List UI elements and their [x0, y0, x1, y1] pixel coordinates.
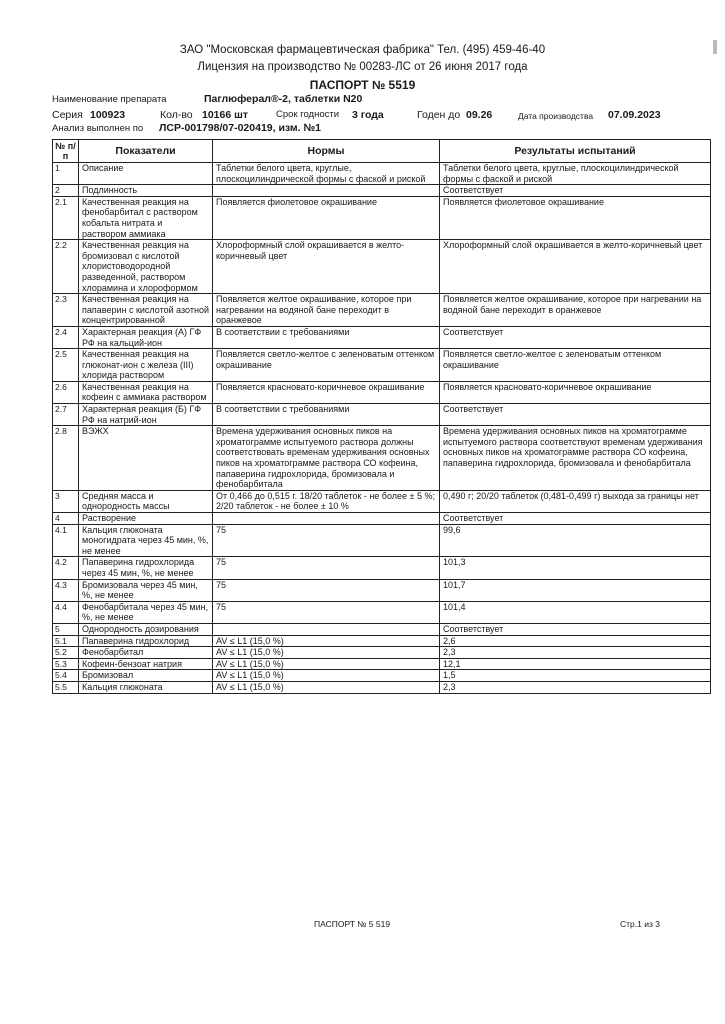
row-result: 2,3: [440, 647, 711, 659]
row-norm: AV ≤ L1 (15,0 %): [213, 658, 440, 670]
production-date-label: Дата производства: [518, 111, 594, 121]
row-norm: 75: [213, 524, 440, 557]
table-row: [53, 404, 711, 426]
expiry-value: 09.26: [466, 109, 493, 121]
table-row: [53, 163, 711, 185]
row-indicator: Качественная реакция на бромизовал с кислотой хлористоводородной разведенной, раствором хлорамина и хлороформом: [79, 240, 213, 294]
row-indicator: Характерная реакция (Б) ГФ РФ на натрий-ион: [79, 404, 213, 426]
row-num: 5.3: [53, 658, 79, 670]
table-row: [53, 681, 711, 693]
row-num: 2.7: [53, 404, 79, 426]
row-indicator: Средняя масса и однородность массы: [79, 490, 213, 512]
row-indicator: Кофеин-бензоат натрия: [79, 658, 213, 670]
row-num: 4: [53, 513, 79, 525]
row-indicator: Фенобарбитал: [79, 647, 213, 659]
row-indicator: Характерная реакция (А) ГФ РФ на кальций-ион: [79, 326, 213, 348]
test-results-table: [52, 139, 711, 694]
production-date-value: 07.09.2023: [608, 109, 661, 121]
table-row: [53, 557, 711, 579]
row-indicator: Папаверина гидрохлорида через 45 мин, %, не менее: [79, 557, 213, 579]
row-result: Соответствует: [440, 404, 711, 426]
table-row: [53, 670, 711, 682]
row-result: 2,6: [440, 635, 711, 647]
footer-page-number: Стр.1 из 3: [620, 919, 660, 929]
row-result: 12,1: [440, 658, 711, 670]
row-norm: AV ≤ L1 (15,0 %): [213, 670, 440, 682]
row-result: 101,3: [440, 557, 711, 579]
row-num: 2.2: [53, 240, 79, 294]
row-norm: Хлороформный слой окрашивается в желто-коричневый цвет: [213, 240, 440, 294]
row-num: 2.3: [53, 294, 79, 327]
table-row: [53, 658, 711, 670]
col-header-num: № п/п: [53, 140, 79, 163]
row-num: 5.2: [53, 647, 79, 659]
row-result: Появляется фиолетовое окрашивание: [440, 196, 711, 239]
table-header-row: [53, 140, 711, 163]
row-result: Хлороформный слой окрашивается в желто-коричневый цвет: [440, 240, 711, 294]
row-result: Соответствует: [440, 623, 711, 635]
quantity-value: 10166 шт: [202, 109, 249, 121]
row-norm: [213, 513, 440, 525]
table-row: [53, 513, 711, 525]
license-line: Лицензия на производство № 00283-ЛС от 26 июня 2017 года: [197, 61, 528, 73]
row-indicator: Описание: [79, 163, 213, 185]
row-num: 2.5: [53, 349, 79, 382]
row-result: 101,7: [440, 579, 711, 601]
row-indicator: Бромизовал: [79, 670, 213, 682]
table-row: [53, 647, 711, 659]
col-header-norm: Нормы: [213, 140, 440, 163]
row-norm: 75: [213, 579, 440, 601]
row-num: 5: [53, 623, 79, 635]
row-norm: Таблетки белого цвета, круглые, плоскоцилиндрической формы с фаской и риской: [213, 163, 440, 185]
row-indicator: Качественная реакция на кофеин с аммиака раствором: [79, 381, 213, 403]
row-norm: AV ≤ L1 (15,0 %): [213, 681, 440, 693]
expiry-label: Годен до: [417, 109, 461, 121]
row-result: Соответствует: [440, 326, 711, 348]
row-norm: 75: [213, 601, 440, 623]
row-num: 2.6: [53, 381, 79, 403]
row-num: 4.2: [53, 557, 79, 579]
row-num: 4.3: [53, 579, 79, 601]
row-result: Появляется красновато-коричневое окрашивание: [440, 381, 711, 403]
row-norm: В соответствии с требованиями: [213, 326, 440, 348]
row-norm: Появляется светло-желтое с зеленоватым оттенком окрашивание: [213, 349, 440, 382]
table-row: [53, 490, 711, 512]
table-row: [53, 294, 711, 327]
row-num: 2.1: [53, 196, 79, 239]
row-result: 2,3: [440, 681, 711, 693]
drug-name-label: Наименование препарата: [52, 94, 167, 105]
footer-passport: ПАСПОРТ № 5 519: [314, 919, 391, 929]
quantity-label: Кол-во: [160, 109, 193, 121]
row-norm: [213, 185, 440, 197]
row-num: 1: [53, 163, 79, 185]
row-num: 5.1: [53, 635, 79, 647]
row-indicator: Кальция глюконата: [79, 681, 213, 693]
table-row: [53, 196, 711, 239]
table-row: [53, 601, 711, 623]
row-num: 4.1: [53, 524, 79, 557]
row-num: 2: [53, 185, 79, 197]
row-result: 0,490 г; 20/20 таблеток (0,481-0,499 г) выхода за границы нет: [440, 490, 711, 512]
row-indicator: Папаверина гидрохлорид: [79, 635, 213, 647]
row-num: 4.4: [53, 601, 79, 623]
row-num: 2.8: [53, 426, 79, 491]
row-norm: От 0,466 до 0,515 г. 18/20 таблеток - не более ± 5 %; 2/20 таблеток - не более ± 10 %: [213, 490, 440, 512]
company-line: ЗАО "Московская фармацевтическая фабрика" Тел. (495) 459-46-40: [179, 44, 546, 56]
row-indicator: ВЭЖХ: [79, 426, 213, 491]
row-norm: В соответствии с требованиями: [213, 404, 440, 426]
passport-title: ПАСПОРТ № 5519: [309, 78, 416, 92]
row-num: 2.4: [53, 326, 79, 348]
row-norm: AV ≤ L1 (15,0 %): [213, 635, 440, 647]
table-row: [53, 381, 711, 403]
table-row: [53, 240, 711, 294]
row-result: Появляется желтое окрашивание, которое при нагревании на водяной бане переходит в оранжевое: [440, 294, 711, 327]
row-norm: Появляется фиолетовое окрашивание: [213, 196, 440, 239]
row-num: 5.5: [53, 681, 79, 693]
table-row: [53, 635, 711, 647]
row-norm: 75: [213, 557, 440, 579]
col-header-indicator: Показатели: [79, 140, 213, 163]
row-indicator: Фенобарбитала через 45 мин, %, не менее: [79, 601, 213, 623]
row-indicator: Подлинность: [79, 185, 213, 197]
row-indicator: Бромизовала через 45 мин, %, не менее: [79, 579, 213, 601]
row-result: Времена удерживания основных пиков на хроматограмме испытуемого раствора соответствуют временам удерживания основных пиков на хроматограмме раствора СО кофеина, папаверина гидрохлорида, бромизовала и фенобарбитала: [440, 426, 711, 491]
drug-name-value: Паглюферал®-2, таблетки N20: [204, 93, 363, 105]
row-result: Появляется светло-желтое с зеленоватым оттенком окрашивание: [440, 349, 711, 382]
row-num: 3: [53, 490, 79, 512]
shelf-life-value: 3 года: [352, 109, 384, 121]
row-norm: Появляется красновато-коричневое окрашивание: [213, 381, 440, 403]
series-label: Серия: [52, 109, 83, 121]
row-norm: AV ≤ L1 (15,0 %): [213, 647, 440, 659]
row-result: 1,5: [440, 670, 711, 682]
table-row: [53, 426, 711, 491]
shelf-life-label: Срок годности: [276, 109, 340, 120]
row-result: 101,4: [440, 601, 711, 623]
col-header-result: Результаты испытаний: [440, 140, 711, 163]
table-row: [53, 185, 711, 197]
row-result: Соответствует: [440, 513, 711, 525]
table-row: [53, 524, 711, 557]
table-row: [53, 349, 711, 382]
table-row: [53, 326, 711, 348]
table-row: [53, 579, 711, 601]
row-indicator: Кальция глюконата моногидрата через 45 мин, %, не менее: [79, 524, 213, 557]
row-result: Таблетки белого цвета, круглые, плоскоцилиндрической формы с фаской и риской: [440, 163, 711, 185]
row-result: Соответствует: [440, 185, 711, 197]
row-norm: Появляется желтое окрашивание, которое при нагревании на водяной бане переходит в оранжевое: [213, 294, 440, 327]
row-indicator: Качественная реакция на фенобарбитал с раствором кобальта нитрата и раствором аммиака: [79, 196, 213, 239]
row-result: 99,6: [440, 524, 711, 557]
row-norm: [213, 623, 440, 635]
analysis-label: Анализ выполнен по: [52, 123, 144, 134]
row-indicator: Однородность дозирования: [79, 623, 213, 635]
analysis-value: ЛСР-001798/07-020419, изм. №1: [159, 122, 322, 134]
row-norm: Времена удерживания основных пиков на хроматограмме испытуемого раствора должны соответствовать временам удерживания основных пиков на хроматограмме раствора СО кофеина, папаверина гидрохлорида, бромизовала и фенобарбитала: [213, 426, 440, 491]
series-value: 100923: [90, 109, 126, 121]
row-num: 5.4: [53, 670, 79, 682]
table-row: [53, 623, 711, 635]
row-indicator: Качественная реакция на папаверин с кислотой азотной концентрированной: [79, 294, 213, 327]
row-indicator: Качественная реакция на глюконат-ион с железа (III) хлорида раствором: [79, 349, 213, 382]
row-indicator: Растворение: [79, 513, 213, 525]
